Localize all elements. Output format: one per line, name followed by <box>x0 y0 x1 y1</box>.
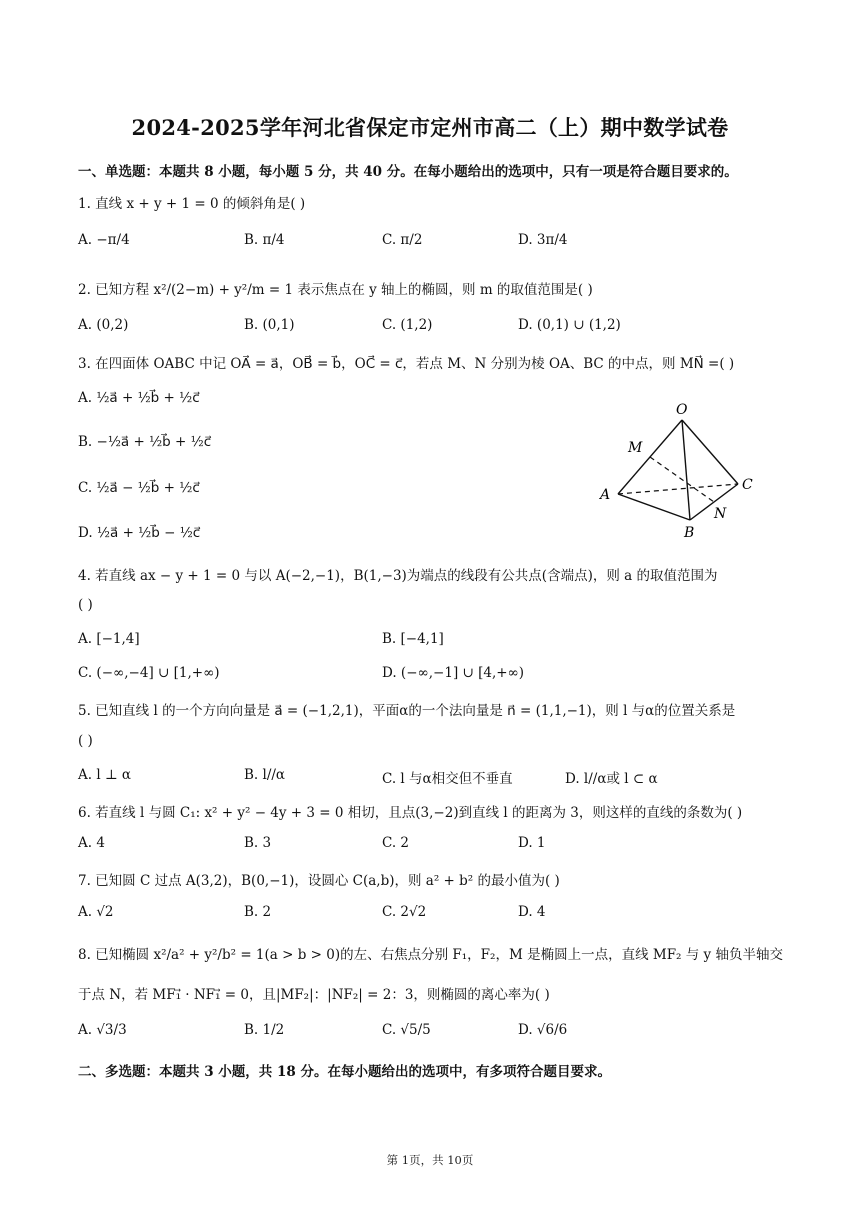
q2-option-c: C. (1,2) <box>382 317 433 333</box>
question-6-stem: 6. 若直线 l 与圆 C₁: x² + y² − 4y + 3 = 0 相切，且点(3,−2)到直线 l 的距离为 3，则这样的直线的条数为( ) <box>78 805 743 821</box>
label-n: N <box>714 506 727 522</box>
label-o: O <box>676 402 688 418</box>
q4-option-b: B. [−4,1] <box>382 631 444 647</box>
q4-option-a: A. [−1,4] <box>78 631 140 647</box>
question-1-stem: 1. 直线 x + y + 1 = 0 的倾斜角是( ) <box>78 196 306 212</box>
question-5-stem: 5. 已知直线 l 的一个方向向量是 a⃗ = (−1,2,1)，平面α的一个法向量是 n⃗ = (1,1,−1)，则 l 与α的位置关系是 <box>78 703 736 719</box>
q3-option-b: B. −½a⃗ + ½b⃗ + ½c⃗ <box>78 434 212 450</box>
section-2-header: 二、多选题：本题共 3 小题，共 18 分。在每小题给出的选项中，有多项符合题目要求。 <box>78 1064 611 1080</box>
q7-option-b: B. 2 <box>244 904 272 920</box>
q6-option-a: A. 4 <box>78 835 105 851</box>
q5-option-c: C. l 与α相交但不垂直 <box>382 771 513 787</box>
question-8-stem-cont: 于点 N，若 MF₁⃗ · NF₁⃗ = 0，且|MF₂|：|NF₂| = 2：3，则椭圆的离心率为( ) <box>78 987 550 1003</box>
label-b: B <box>684 525 695 541</box>
q8-option-d: D. √6/6 <box>518 1022 568 1038</box>
question-3-stem: 3. 在四面体 OABC 中记 OA⃗ = a⃗，OB⃗ = b⃗，OC⃗ = c⃗，若点 M、N 分别为棱 OA、BC 的中点，则 MN⃗ =( ) <box>78 356 735 372</box>
q2-option-a: A. (0,2) <box>78 317 129 333</box>
edge-ac-hidden <box>618 484 738 494</box>
q8-option-b: B. 1/2 <box>244 1022 285 1038</box>
question-2-stem: 2. 已知方程 x²/(2−m) + y²/m = 1 表示焦点在 y 轴上的椭圆，则 m 的取值范围是( ) <box>78 282 593 298</box>
q2-option-b: B. (0,1) <box>244 317 295 333</box>
question-5-stem-cont: ( ) <box>78 733 93 749</box>
edge-ab <box>618 494 690 520</box>
q6-option-c: C. 2 <box>382 835 410 851</box>
q3-option-c: C. ½a⃗ − ½b⃗ + ½c⃗ <box>78 480 200 496</box>
q6-option-b: B. 3 <box>244 835 272 851</box>
label-c: C <box>742 477 753 493</box>
label-m: M <box>628 440 643 456</box>
q5-option-d: D. l//α或 l ⊂ α <box>565 771 658 787</box>
q7-option-c: C. 2√2 <box>382 904 427 920</box>
edge-ob <box>682 420 690 520</box>
label-a: A <box>600 487 611 503</box>
q7-option-a: A. √2 <box>78 904 114 920</box>
q8-option-a: A. √3/3 <box>78 1022 127 1038</box>
q1-option-d: D. 3π/4 <box>518 232 568 248</box>
page-title: 2024-2025学年河北省保定市定州市高二（上）期中数学试卷 <box>131 115 729 140</box>
question-4-stem: 4. 若直线 ax − y + 1 = 0 与以 A(−2,−1)，B(1,−3)为端点的线段有公共点(含端点)，则 a 的取值范围为 <box>78 568 718 584</box>
tetrahedron-figure <box>596 398 766 544</box>
q3-option-a: A. ½a⃗ + ½b⃗ + ½c⃗ <box>78 390 200 406</box>
q4-option-d: D. (−∞,−1] ∪ [4,+∞) <box>382 665 525 681</box>
q6-option-d: D. 1 <box>518 835 546 851</box>
q2-option-d: D. (0,1) ∪ (1,2) <box>518 317 621 333</box>
q5-option-a: A. l ⊥ α <box>78 767 132 783</box>
q3-option-d: D. ½a⃗ + ½b⃗ − ½c⃗ <box>78 525 201 541</box>
section-1-header: 一、单选题：本题共 8 小题，每小题 5 分，共 40 分。在每小题给出的选项中，只有一项是符合题目要求的。 <box>78 164 738 180</box>
q4-option-c: C. (−∞,−4] ∪ [1,+∞) <box>78 665 220 681</box>
page-footer: 第 1页，共 10页 <box>386 1153 474 1167</box>
segment-mn-hidden <box>650 457 714 502</box>
q5-option-b: B. l//α <box>244 767 286 783</box>
q1-option-b: B. π/4 <box>244 232 285 248</box>
question-7-stem: 7. 已知圆 C 过点 A(3,2)，B(0,−1)，设圆心 C(a,b)，则 a² + b² 的最小值为( ) <box>78 873 560 889</box>
question-8-stem: 8. 已知椭圆 x²/a² + y²/b² = 1(a > b > 0)的左、右焦点分别 F₁，F₂，M 是椭圆上一点，直线 MF₂ 与 y 轴负半轴交 <box>78 947 783 963</box>
edge-oc <box>682 420 738 484</box>
q7-option-d: D. 4 <box>518 904 546 920</box>
question-4-stem-cont: ( ) <box>78 597 93 613</box>
q8-option-c: C. √5/5 <box>382 1022 431 1038</box>
q1-option-a: A. −π/4 <box>78 232 130 248</box>
q1-option-c: C. π/2 <box>382 232 423 248</box>
